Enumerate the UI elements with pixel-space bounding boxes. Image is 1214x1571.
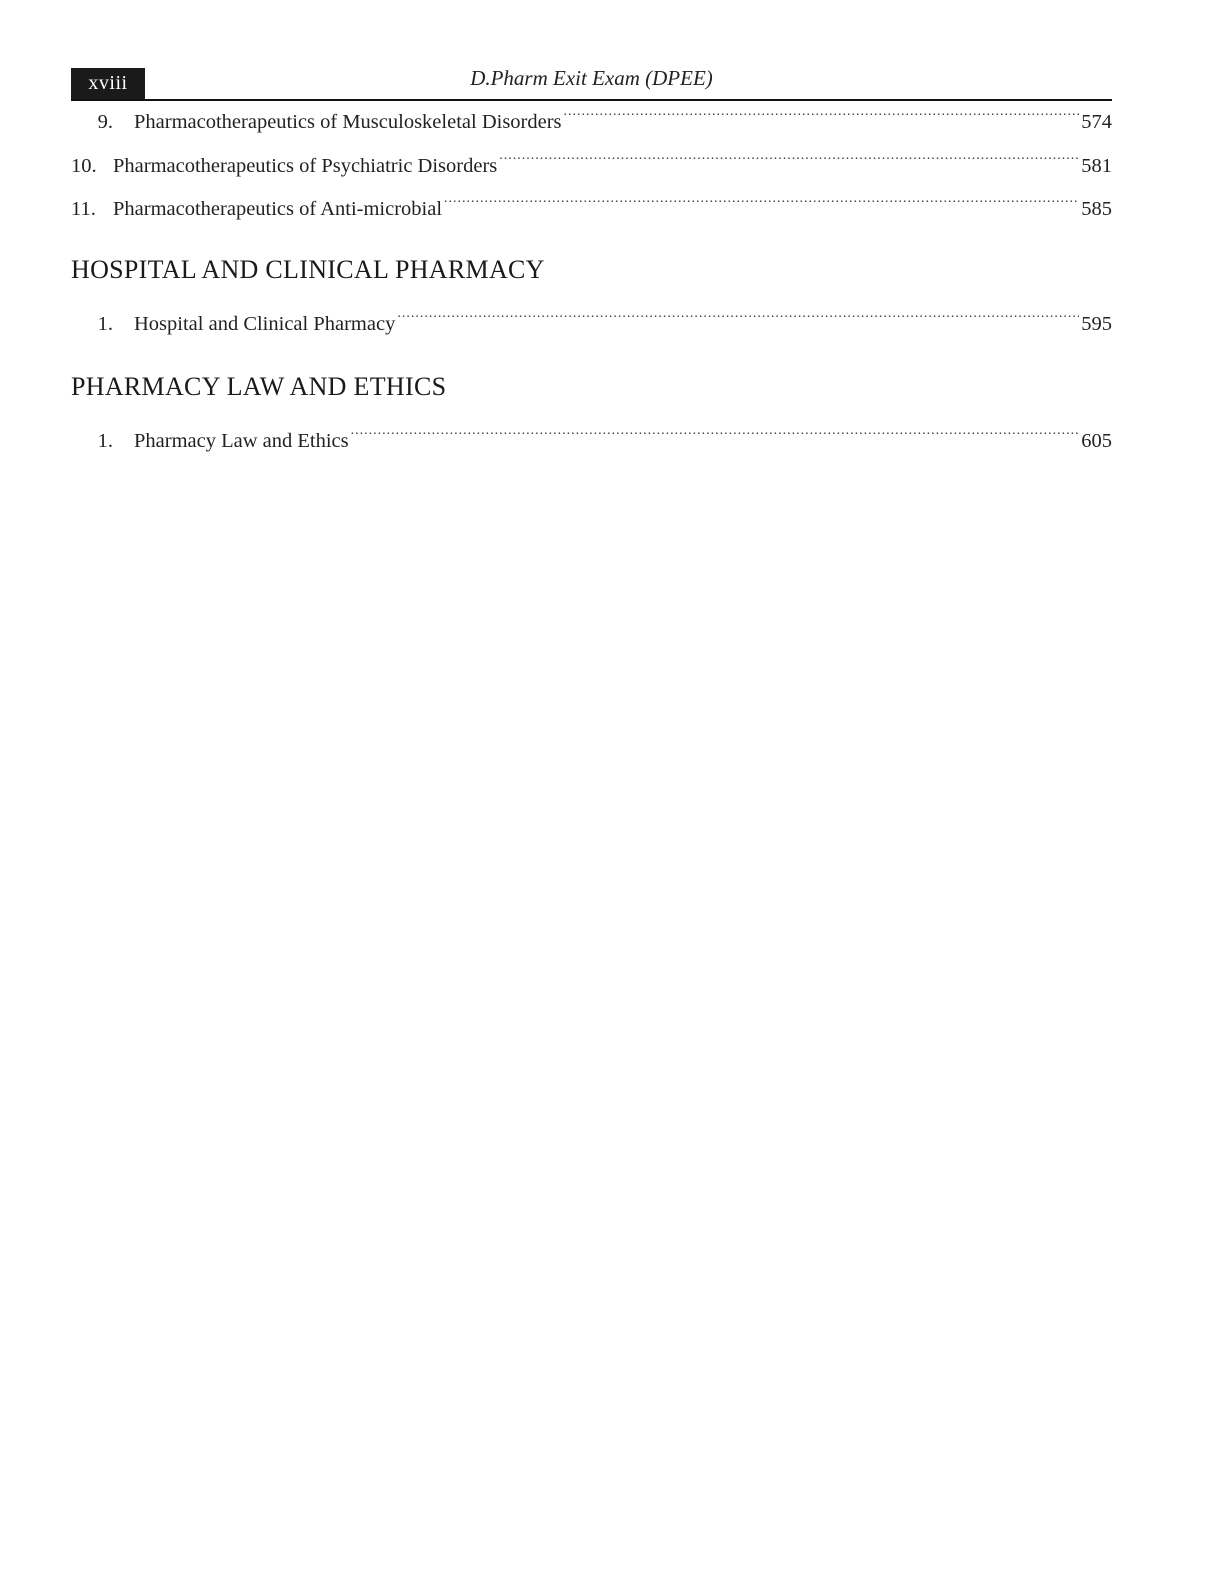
toc-entry[interactable] xyxy=(71,423,1112,467)
dot-leader xyxy=(564,108,1080,128)
toc-entry-page: 574 xyxy=(1081,111,1112,133)
page-number: xviii xyxy=(71,68,145,99)
page-header xyxy=(71,66,1112,101)
section-heading: HOSPITAL AND CLINICAL PHARMACY xyxy=(71,255,545,284)
toc-entry-number: 10. xyxy=(71,154,97,177)
section-hospital-clinical-pharmacy xyxy=(71,254,1112,350)
toc-entry-number: 11. xyxy=(71,198,96,220)
dot-leader xyxy=(397,310,1079,330)
toc-entry[interactable] xyxy=(71,306,1112,350)
toc-entry[interactable] xyxy=(71,191,1112,235)
toc-entry-page: 605 xyxy=(1081,430,1112,452)
dot-leader xyxy=(351,427,1080,447)
toc-entry[interactable] xyxy=(71,104,1112,148)
toc-entry[interactable] xyxy=(71,148,1112,192)
running-title: D.Pharm Exit Exam (DPEE) xyxy=(470,66,713,90)
toc-entry-title: Pharmacotherapeutics of Musculoskeletal Disorders xyxy=(134,111,562,133)
dot-leader xyxy=(444,195,1079,215)
toc-entry-number: 1. xyxy=(97,430,113,452)
toc-entry-page: 581 xyxy=(1081,154,1112,177)
toc-continued-list xyxy=(71,104,1112,235)
section-heading: PHARMACY LAW AND ETHICS xyxy=(71,372,447,401)
toc-entry-title: Pharmacy Law and Ethics xyxy=(134,430,349,452)
toc-entry-page: 595 xyxy=(1081,313,1112,335)
toc-entry-title: Hospital and Clinical Pharmacy xyxy=(134,313,396,335)
dot-leader xyxy=(499,152,1079,172)
toc-entry-number: 9. xyxy=(97,111,113,133)
toc-entry-title: Pharmacotherapeutics of Psychiatric Disorders xyxy=(113,154,498,177)
section-pharmacy-law-ethics xyxy=(71,371,1112,467)
toc-entry-number: 1. xyxy=(97,313,113,335)
toc-entry-title: Pharmacotherapeutics of Anti-microbial xyxy=(113,198,443,220)
toc-entry-page: 585 xyxy=(1081,198,1112,220)
